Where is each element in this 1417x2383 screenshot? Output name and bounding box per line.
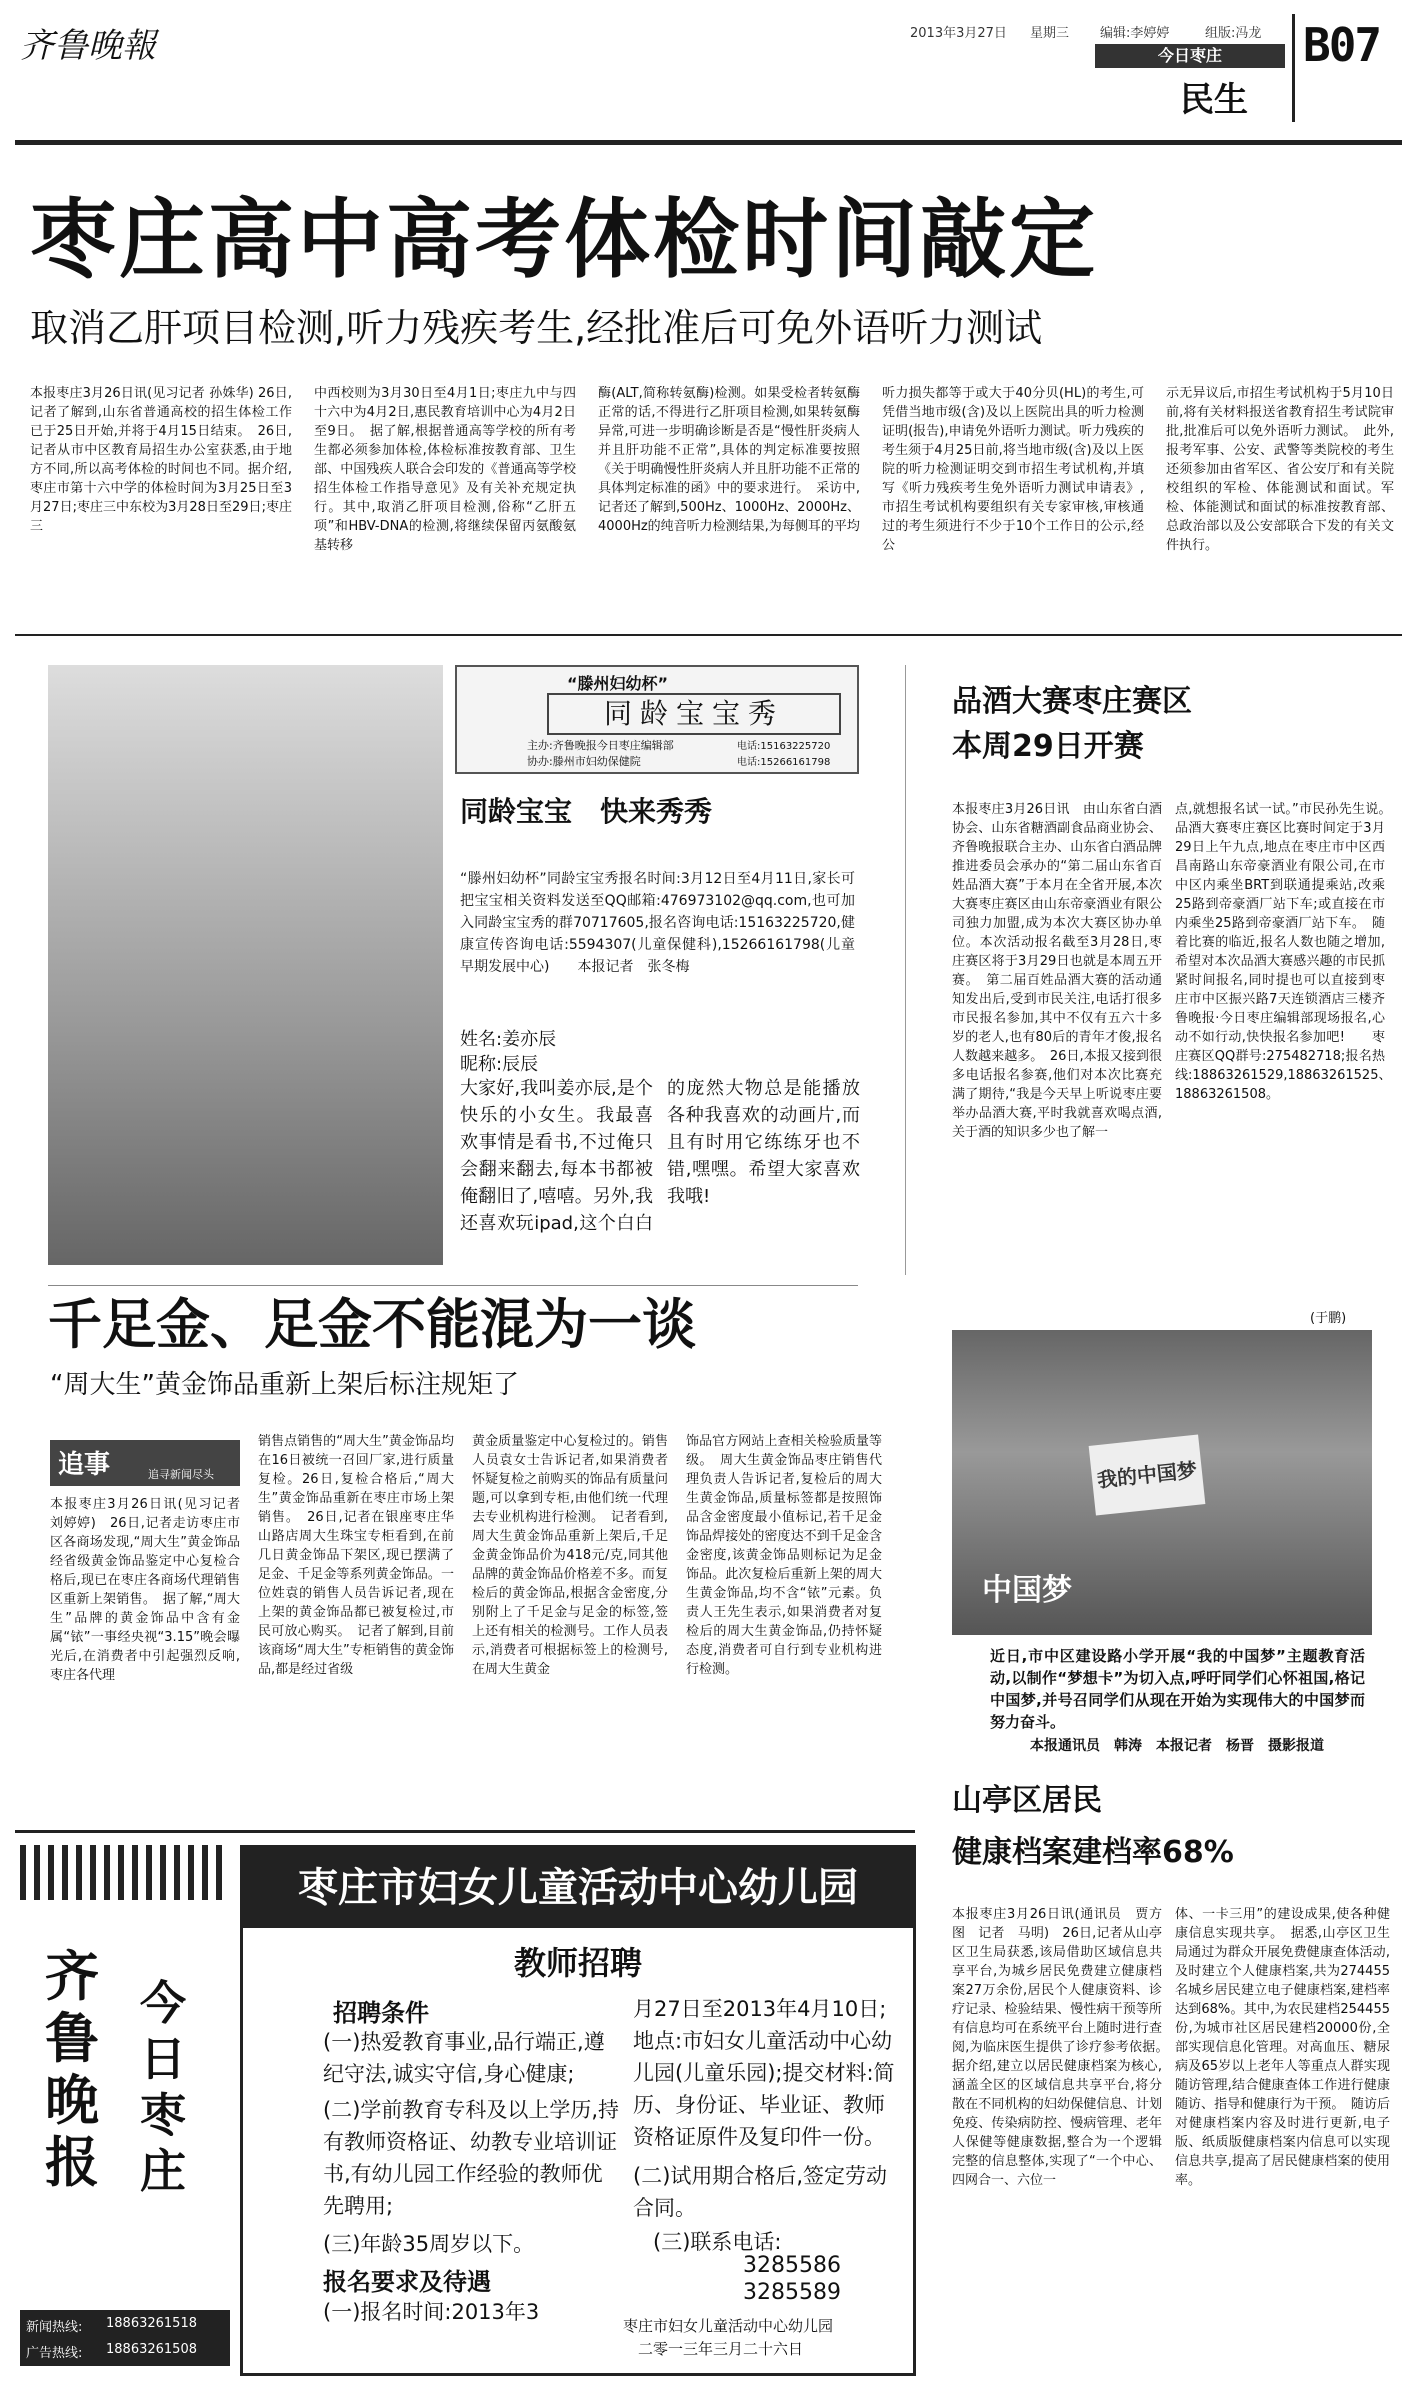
recruit-req-head: 报名要求及待遇 [323,2268,491,2296]
banner-coorganizer: 协办:滕州市妇幼保健院 [527,755,641,768]
corner-logo: 齐鲁晚报 [45,1944,99,2194]
ad-hotline-number: 18863261508 [106,2342,197,2357]
gold-column-logo [50,1440,240,1486]
wine-title-2: 本周29日开赛 [952,729,1144,764]
health-title-2: 健康档案建档率68% [952,1835,1234,1870]
lead-headline: 枣庄高中高考体检时间敲定 [30,190,1098,290]
lead-col-1: 本报枣庄3月26日讯(见习记者 孙姝华) 26日,记者了解到,山东省普通高校的招生体检工作已于25日开始,并将于4月15日结束。 26日,记者从市中区教育局招生办公室获悉,由于地方不同,所以高考体检的时间也不同。据介绍,枣庄市第十六中学的体检时间为3月25日至3月27日;枣庄三中东校为3月28日至29日;枣庄三 [30,386,292,534]
recruit-req-1: (一)报名时间:2013年3 [323,2300,540,2324]
recruit-cond-1: (一)热爱教育事业,品行端正,遵纪守法,诚实守信,身心健康; [323,2030,605,2086]
health-title-1: 山亭区居民 [952,1783,1102,1818]
recruit-phone-2: 3285589 [743,2280,841,2305]
baby-nickname: 昵称:辰辰 [460,1054,539,1075]
gold-col-4: 饰品官方网站上查相关检验质量等级。 周大生黄金饰品枣庄销售代理负责人告诉记者,复检后的周大生黄金饰品,质量标签都是按照饰品含金密度最小值标记,若千足金饰品焊接处的密度达不到千足金含金密度,该黄金饰品则标记为足金饰品。此次复检后重新上架的周大生黄金饰品,均不含“铱”元素。负责人王先生表示,如果消费者对复检后的周大生黄金饰品,仍持怀疑态度,消费者可自行到专业机构进行检测。 [686,1434,882,1677]
lead-col-3: 酶(ALT,简称转氨酶)检测。如果受检者转氨酶正常的话,不得进行乙肝项目检测,如果转氨酶异常,可进一步明确诊断是否是“慢性肝炎病人并且肝功能不正常”,具体的判定标准要按照《关于明确慢性肝炎病人并且肝功能不正常的具体判定标准的函》中的要求进行。 采访中,记者还了解到,500Hz、1000Hz、2000Hz、4000Hz的纯音听力检测结果,为每侧耳的平均 [598,386,860,534]
recruit-ad [240,1845,916,2376]
lead-col-2: 中西校则为3月30日至4月1日;枣庄九中与四十六中为4月2日,惠民教育培训中心为4月2日至9日。 据了解,根据普通高等学校的所有考生都必须参加体检,体检标准按教育部、卫生部、中国残疾人联合会印发的《普通高等学校招生体检工作指导意见》及有关补充规定执行。其中,取消乙肝项目检测,俗称“乙肝五项”和HBV-DNA的检测,将继续保留丙氨酸氨基转移 [314,386,576,553]
baby-info: “滕州妇幼杯”同龄宝宝秀报名时间:3月12日至4月11日,家长可把宝宝相关资料发送至QQ邮箱:476973102@qq.com,也可加入同龄宝宝秀的群70717605,报名咨询电话:15163225720,健康宣传咨询电话:5594307(儿童保健科),15266161798(儿童早期发展中心) 本报记者 张冬梅 [460,871,855,975]
gold-col-3: 黄金质量鉴定中心复检过的。销售人员袁女士告诉记者,如果消费者怀疑复检之前购买的饰品有质量问题,可以拿到专柜,由他们统一代理去专业机构进行检测。 记者看到,周大生黄金饰品重新上架后,千足金黄金饰品价为418元/克,同其他品牌的黄金饰品价格差不多。而复检后的黄金饰品,根据含金密度,分别附上了千足金与足金的标签,签上还有相关的检测号。工作人员表示,消费者可根据标签上的检测号,在周大生黄金 [472,1434,668,1677]
corner-hotlines [20,2310,230,2366]
recruit-right-2: (二)试用期合格后,签定劳动合同。 [633,2164,888,2220]
recruit-sign: 枣庄市妇女儿童活动中心幼儿园 [623,2317,834,2335]
baby-name: 姓名:姜亦辰 [460,1029,557,1050]
recruit-cond-3: (三)年龄35周岁以下。 [323,2232,535,2256]
gold-logo-sub: 追寻新闻尽头 [148,1468,214,1481]
editor: 编辑:李婷婷 [1100,26,1170,41]
news-hotline-label: 新闻热线: [26,2320,83,2335]
baby-slogan: 同龄宝宝 快来秀秀 [460,795,713,828]
recruit-phone-1: 3285586 [743,2253,841,2278]
layout-editor: 组版:冯龙 [1205,26,1262,41]
dream-credit: 本报通讯员 韩涛 本报记者 杨晋 摄影报道 [1030,1738,1324,1754]
recruit-cond-2: (二)学前教育专科及以上学历,持有教师资格证、幼教专业培训证书,有幼儿园工作经验的教师优先聘用; [323,2098,620,2218]
section-sub: 民生 [1180,80,1248,120]
dream-caption: 近日,市中区建设路小学开展“我的中国梦”主题教育活动,以制作“梦想卡”为切入点,呼吁同学们心怀祖国,格记中国梦,并号召同学们从现在开始为实现伟大的中国梦而努力奋斗。 [990,1647,1365,1731]
gold-logo-text: 追事 [58,1450,111,1480]
health-text-2: 体、一卡三用”的建设成果,使各种健康信息实现共享。 据悉,山亭区卫生局通过为群众开展免费健康查体活动,及时建立个人健康档案,共为274455名城乡居民建立电子健康档案,建档率达到68%。其中,为农民建档254455份,为城市社区居民建档20000份,全部实现信息化管理。对高血压、糖尿病及65岁以上老年人等重点人群实现随访管理,结合健康查体工作进行健康随访、指导和健康行为干预。 随访后对健康档案内容及时进行更新,电子版、纸质版健康档案内信息可以实现信息共享,提高了居民健康档案的使用率。 [1175,1907,1390,2188]
issue-date: 2013年3月27日 [910,26,1007,41]
baby-banner [455,665,859,774]
recruit-cond-head: 招聘条件 [333,1999,429,2027]
wine-text-1: 本报枣庄3月26日讯 由山东省白酒协会、山东省糖酒副食品商业协会、齐鲁晚报联合主办、山东省白酒品牌推进委员会承办的“第二届山东省百姓品酒大赛”于本月在全省开展,本次大赛枣庄赛区由山东帝豪酒业有限公司独力加盟,成为本次大赛区协办单位。本次活动报名截至3月28日,枣庄赛区将于3月29日也就是本周五开赛。 第二届百姓品酒大赛的活动通知发出后,受到市民关注,电话打很多市民报名参加,其中不仅有五六十多岁的老人,也有80后的青年才俊,报名人数越来越多。 26日,本报又接到很多电话报名参赛,他们对本次比赛充满了期待,“我是今天早上听说枣庄要举办品酒大赛,平时我就喜欢喝点酒,关于酒的知识多少也了解一 [952,802,1162,1140]
banner-main: 同龄宝宝秀 [547,693,841,735]
lead-subhead: 取消乙肝项目检测,听力残疾考生,经批准后可免外语听力测试 [30,306,1043,350]
wine-title-1: 品酒大赛枣庄赛区 [952,684,1192,719]
recruit-sub: 教师招聘 [513,1944,642,1982]
news-hotline-number: 18863261518 [106,2316,197,2331]
wine-sign: (于鹏) [1310,1311,1347,1326]
page-number: B07 [1303,18,1381,72]
dream-card: 我的中国梦 [1089,1434,1206,1515]
banner-tel-2: 电话:15266161798 [737,757,831,768]
corner-section: 今日枣庄 [140,1976,186,2198]
lead-col-4: 听力损失都等于或大于40分贝(HL)的考生,可凭借当地市级(含)及以上医院出具的听力检测证明(报告),申请免外语听力测试。听力残疾的考生须于4月25日前,将当地市级(含)及以上医院的听力检测证明交到市招生考试机构,并填写《听力残疾考生免外语听力测试申请表》,市招生考试机构要组织有关专家审核,审核通过的考生须进行不少于10个工作日的公示,经公 [882,386,1144,553]
issue-weekday: 星期三 [1030,26,1070,41]
health-text-1: 本报枣庄3月26日讯(通讯员 贾方图 记者 马明) 26日,记者从山亭区卫生局获悉,该局借助区域信息共享平台,为城乡居民免费建立健康档案27万余份,居民个人健康资料、诊疗记录、检验结果、慢性病干预等所有信息均可在系统平台上随时进行查阅,为临床医生提供了诊疗参考依据。 据介绍,建立以居民健康档案为核心,涵盖全区的区域信息共享平台,将分散在不同机构的妇幼保健信息、计划免疫、传染病防控、慢病管理、老年人保健等健康数据,整合为一个逻辑完整的信息整体,实现了“一个中心、四网合一、六位一 [952,1907,1176,2188]
baby-intro: 大家好,我叫姜亦辰,是个快乐的小女生。我最喜欢事情是看书,不过俺只会翻来翻去,每本书都被俺翻旧了,嘻嘻。另外,我还喜欢玩ipad,这个白白的庞然大物总是能播放各种我喜欢的动画片,而且有时用它练练牙也不错,嘿嘿。希望大家喜欢我哦! [460,1078,860,1234]
gold-col-1: 本报枣庄3月26日讯(见习记者 刘婷婷) 26日,记者走访枣庄市区各商场发现,“周大生”黄金饰品经省级黄金饰品鉴定中心复检合格后,现已在枣庄各商场代理销售区重新上架销售。 据了解,“周大生”品牌的黄金饰品中含有金属“铱”一事经央视“3.15”晚会曝光后,在消费者中引起强烈反响,枣庄各代理 [50,1497,254,1683]
banner-sponsor: 主办:齐鲁晚报今日枣庄编辑部 [527,739,674,752]
wine-text-2: 点,就想报名试一试。”市民孙先生说。 品酒大赛枣庄赛区比赛时间定于3月29日上午九点,地点在枣庄市中区西昌南路山东帝豪酒业有限公司,在市中区内乘坐BRT到联通提乘站,改乘25路到帝豪酒厂站下车;或直接在市内乘坐25路到帝豪酒厂站下车。 随着比赛的临近,报名人数也随之增加,希望对本次品酒大赛感兴趣的市民抓紧时间报名,同时提也可以直接到枣庄市中区振兴路7天连锁酒店三楼齐鲁晚报·今日枣庄编辑部现场报名,心动不如行动,快快报名参加吧! 枣庄赛区QQ群号:275482718;报名热线:18863261529,18863261525、18863261508。 [1175,802,1399,1102]
ad-hotline-label: 广告热线: [26,2346,83,2361]
paper-logo: 齐鲁晚報 [20,26,156,66]
banner-title: “滕州妇幼杯” [567,674,669,693]
dream-photo-label: 中国梦 [982,1573,1072,1608]
gold-subhead: “周大生”黄金饰品重新上架后标注规矩了 [50,1370,519,1400]
banner-tel-1: 电话:15163225720 [737,741,831,752]
recruit-date: 二零一三年三月二十六日 [638,2340,804,2358]
dream-photo [952,1330,1372,1635]
recruit-right-3: (三)联系电话: [653,2230,782,2254]
gold-col-2: 销售点销售的“周大生”黄金饰品均在16日被统一召回厂家,进行质量复检。26日,复检合格后,“周大生”黄金饰品重新在枣庄市场上架销售。 26日,记者在银座枣庄华山路店周大生珠宝专柜看到,在前几日黄金饰品下架区,现已摆满了足金、千足金等系列黄金饰品。一位姓袁的销售人员告诉记者,现在上架的黄金饰品都已被复检过,市民可放心购买。 记者了解到,目前该商场“周大生”专柜销售的黄金饰品,都是经过省级 [258,1434,454,1677]
baby-photo [48,665,443,1265]
gold-headline: 千足金、足金不能混为一谈 [48,1293,696,1356]
corner-decoration [20,1845,230,1900]
recruit-title: 枣庄市妇女儿童活动中心幼儿园 [243,1848,913,1928]
recruit-right-1: 月27日至2013年4月10日;地点:市妇女儿童活动中心幼儿园(儿童乐园);提交材料:简历、身份证、毕业证、教师资格证原件及复印件一份。 [633,1997,895,2149]
section-tag: 今日枣庄 [1095,44,1285,68]
lead-col-5: 示无异议后,市招生考试机构于5月10日前,将有关材料报送省教育招生考试院审批,批准后可以免外语听力测试。 此外,报考军事、公安、武警等类院校的考生还须参加由省军区、省公安厅和有关院校组织的军检、体能测试和面试。军检、体能测试和面试的标准按教育部、总政治部以及公安部联合下发的有关文件执行。 [1166,386,1394,553]
